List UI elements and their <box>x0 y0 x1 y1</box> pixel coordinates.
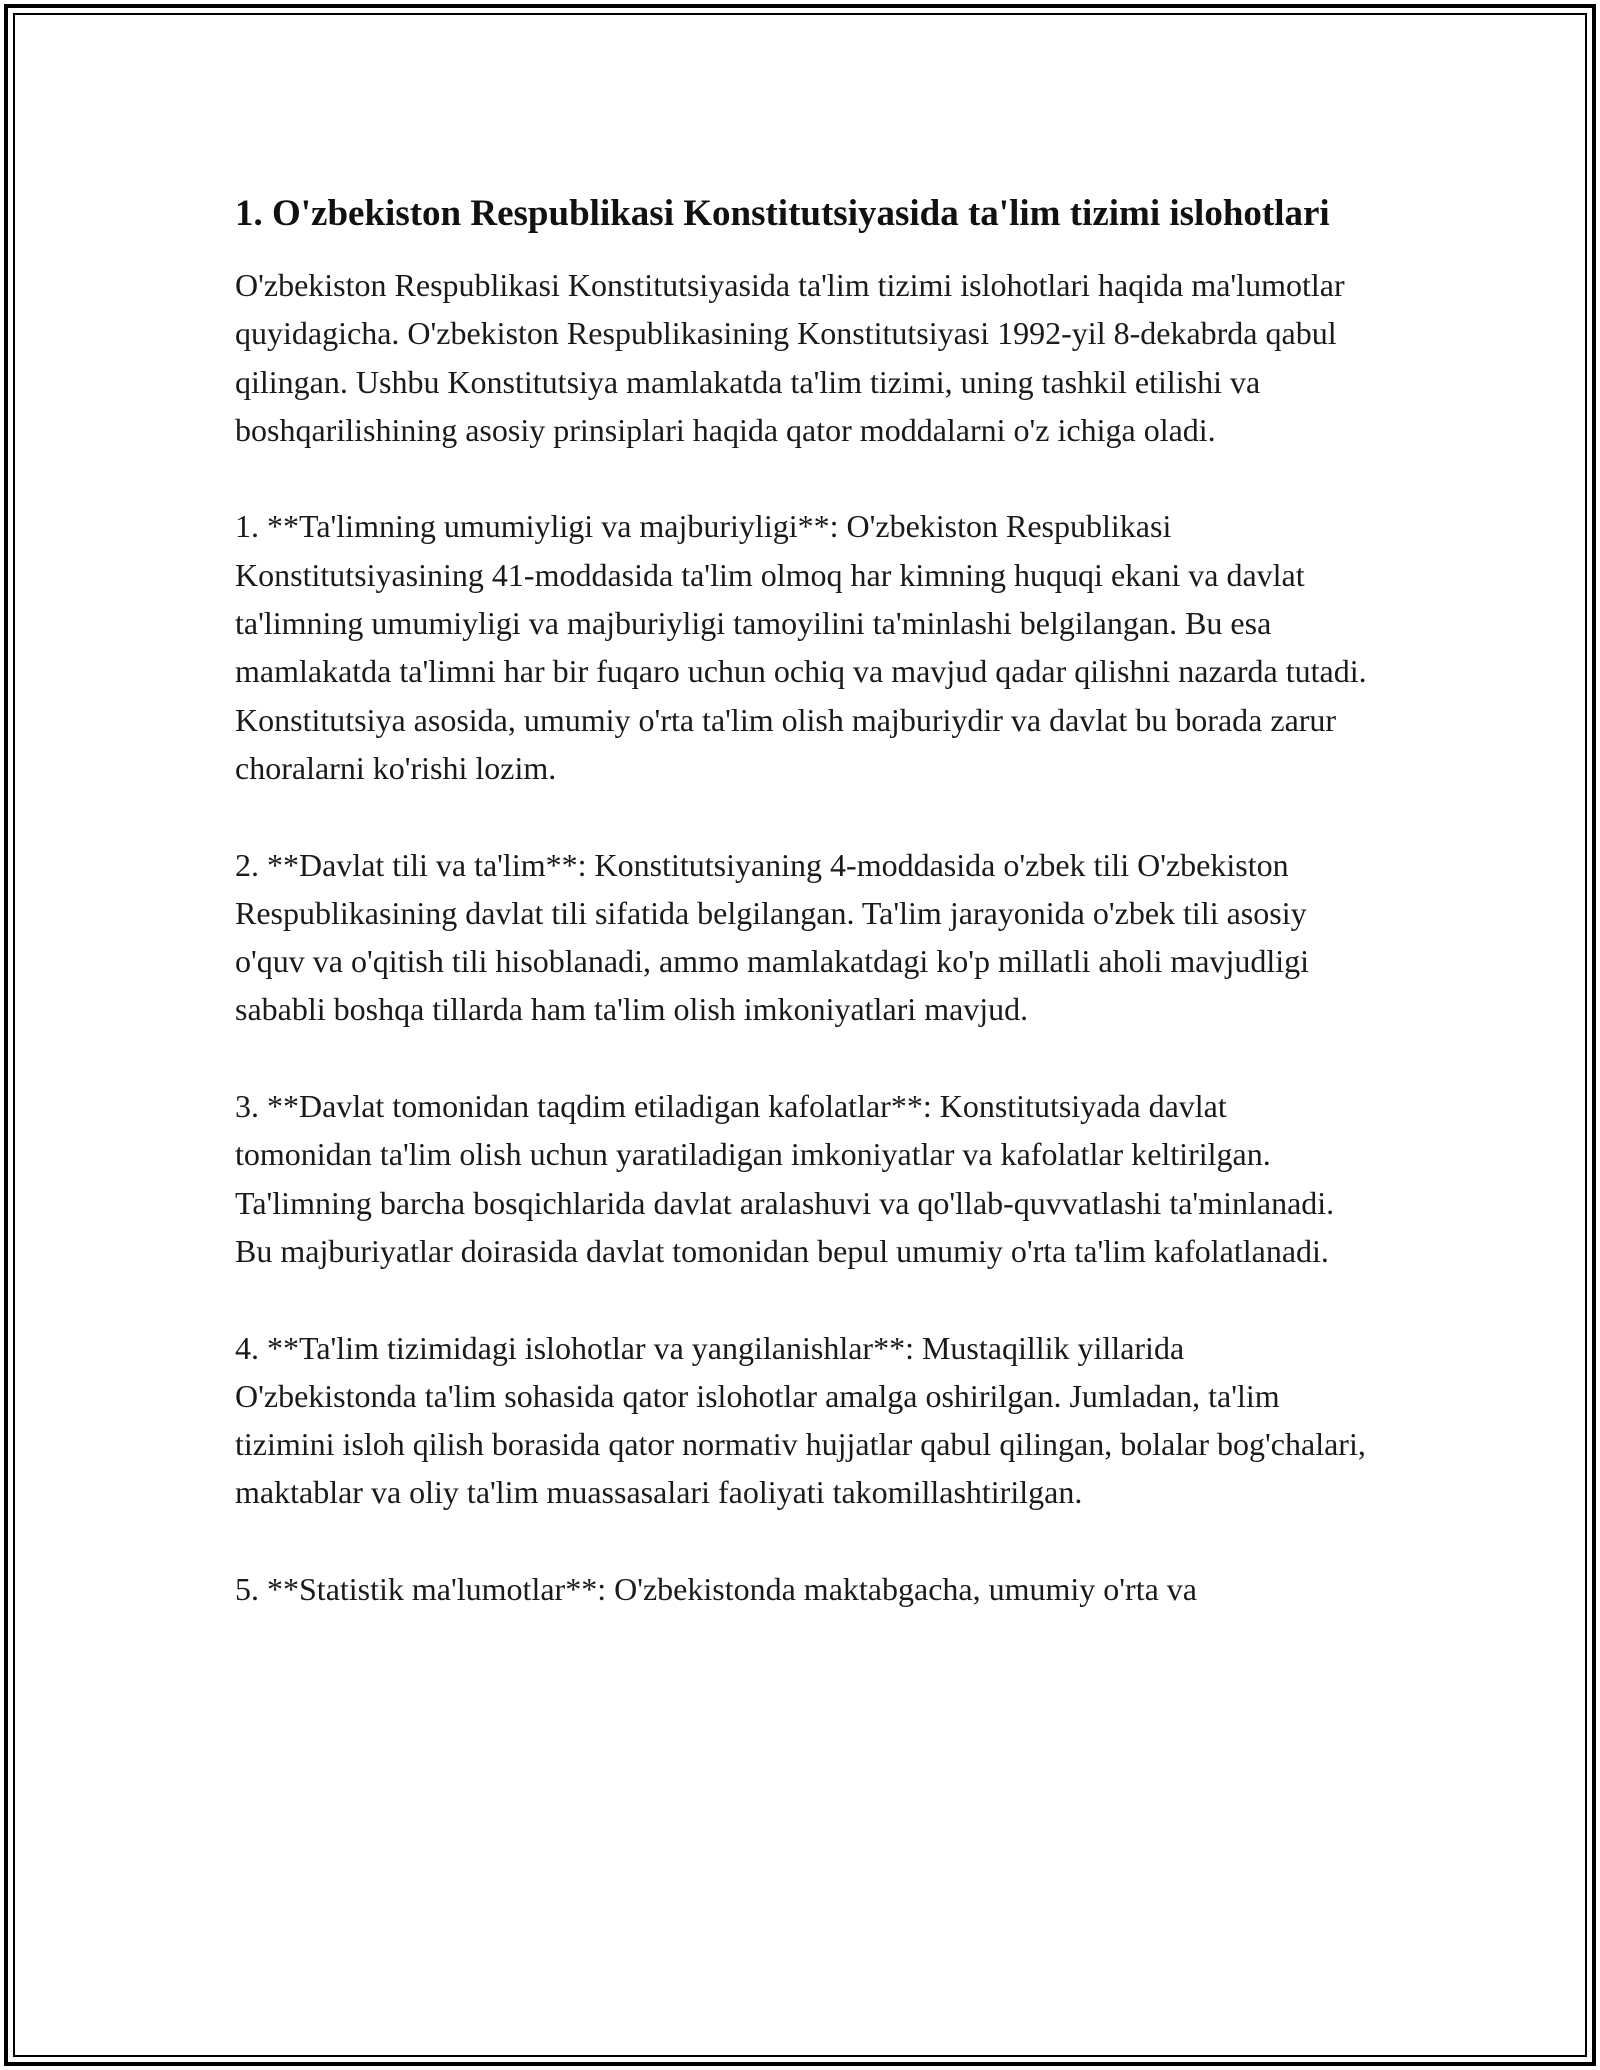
section-4-paragraph: 4. **Ta'lim tizimidagi islohotlar va yangilanishlar**: Mustaqillik yillarida O'zbekistonda ta'lim sohasida qator islohotlar amalga oshirilgan. Jumladan, ta'lim tizimini isloh qilish borasida qator normativ hujjatlar qabul qilingan, bolalar bog'chalari, maktablar va oliy ta'lim muassasalari faoliyati takomillashtirilgan. <box>235 1329 1366 1511</box>
intro-paragraph: O'zbekiston Respublikasi Konstitutsiyasida ta'lim tizimi islohotlari haqida ma'lumotlar quyidagicha. O'zbekiston Respublikasining Konstitutsiyasi 1992-yil 8-dekabrda qabul qilingan. Ushbu Konstitutsiya mamlakatda ta'lim tizimi, uning tashkil etilishi va boshqarilishining asosiy prinsiplari haqida qator moddalarni o'z ichiga oladi. <box>235 267 1345 448</box>
document-title: 1. O'zbekiston Respublikasi Konstitutsiyasida ta'lim tizimi islohotlari <box>235 193 1330 234</box>
section-1-paragraph: 1. **Ta'limning umumiyligi va majburiyligi**: O'zbekiston Respublikasi Konstitutsiyasining 41-moddasida ta'lim olmoq har kimning huquqi ekani va davlat ta'limning umumiyligi va majburiyligi tamoyilini ta'minlashi belgilangan. Bu esa mamlakatda ta'limni har bir fuqaro uchun ochiq va mavjud qadar qilishni nazarda tutadi. Konstitutsiya asosida, umumiy o'rta ta'lim olish majburiydir va davlat bu borada zarur choralarni ko'rishi lozim. <box>235 508 1367 786</box>
document-body <box>235 186 1370 1662</box>
section-2-paragraph: 2. **Davlat tili va ta'lim**: Konstitutsiyaning 4-moddasida o'zbek tili O'zbekiston Respublikasining davlat tili sifatida belgilangan. Ta'lim jarayonida o'zbek tili asosiy o'quv va o'qitish tili hisoblanadi, ammo mamlakatdagi ko'p millatli aholi mavjudligi sababli boshqa tillarda ham ta'lim olish imkoniyatlari mavjud. <box>235 846 1310 1028</box>
section-5-paragraph: 5. **Statistik ma'lumotlar**: O'zbekistonda maktabgacha, umumiy o'rta va <box>235 1571 1197 1608</box>
section-3-paragraph: 3. **Davlat tomonidan taqdim etiladigan kafolatlar**: Konstitutsiyada davlat tomonidan ta'lim olish uchun yaratiladigan imkoniyatlar va kafolatlar keltirilgan. Ta'limning barcha bosqichlarida davlat aralashuvi va qo'llab-quvvatlashi ta'minlanadi. Bu majburiyatlar doirasida davlat tomonidan bepul umumiy o'rta ta'lim kafolatlanadi. <box>235 1088 1335 1269</box>
